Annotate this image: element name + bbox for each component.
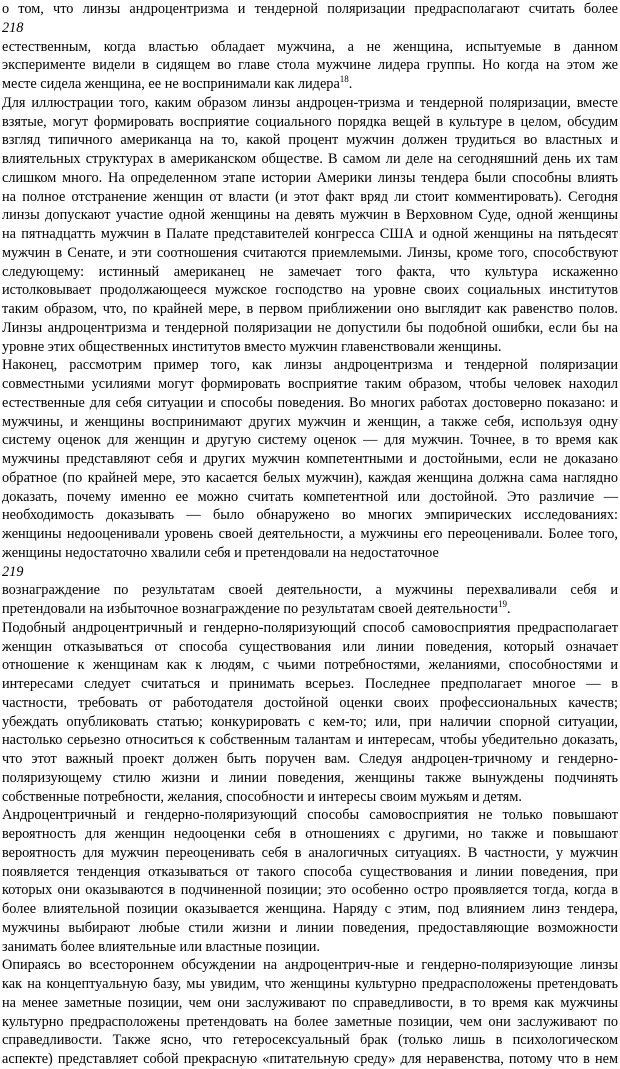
- text-line: [2, 525, 618, 544]
- text-line: [2, 188, 618, 207]
- line-text: как на концептуальную базу, мы увидим, что женщины культурно предрасположены претендовать: [2, 976, 618, 992]
- text-line: [2, 56, 618, 75]
- line-text: убеждать опубликовать статью; конкурировать с кем-то; или, при наличии спорной ситуации,: [2, 713, 618, 730]
- line-text: совместными усилиями могут формировать восприятие таким образом, чтобы человек находил: [2, 376, 618, 392]
- text-line: [2, 863, 618, 882]
- line-text: мужчин в Сенате, и эти соотношения считаются приемлемыми. Линзы, кроме того, способствуют: [2, 244, 618, 261]
- line-text-tail: .: [506, 601, 511, 617]
- line-text-tail: .: [348, 76, 353, 92]
- text-line: [2, 225, 618, 244]
- text-line: [2, 919, 618, 938]
- line-text: претендовали на избыточное вознаграждение по результатам своей деятельности: [2, 601, 498, 617]
- line-text: мужчины выбирают любые стили жизни и линии поведения, предоставляющие возможности: [2, 919, 618, 936]
- line-text: взятые, могут формировать восприятие социального порядка вещей в культуре в целом, обсудим: [2, 113, 618, 130]
- line-text: истолковывает продолжающееся мужское господство на уровне своих социальных институтов: [2, 282, 618, 299]
- line-text: справедливости. Также ясно, что гетеросексуальный брак (только лишь в психологическом: [2, 1032, 618, 1049]
- line-text: Для иллюстрации того, каким образом линзы андроцен-тризма и тендерной поляризации, вместе: [2, 94, 618, 111]
- text-line: [2, 94, 618, 113]
- text-line: [2, 38, 618, 57]
- line-text: следующему: истинный американец не замечает того факта, что культура искаженно: [2, 263, 618, 280]
- line-text: собственные потребности, желания, способности и интересы своим мужьям и детям.: [2, 788, 522, 805]
- line-text: которых они оказываются в подчиненной позиции; это особенно остро проявляется тогда, когда в: [2, 882, 618, 899]
- text-line: [2, 638, 618, 657]
- line-text: занимать более влиятельные или властные позиции.: [2, 938, 320, 955]
- text-line: [2, 356, 618, 375]
- line-text: Опираясь во всестороннем обсуждении на андроцентрич-ные и гендерно-поляризующие линзы: [2, 957, 618, 974]
- line-text: вероятность для мужчин переоценивать себя в аналогичных ситуациях. В частности, у мужчин: [2, 844, 618, 861]
- text-line: [2, 544, 618, 563]
- text-line: [2, 1013, 618, 1032]
- footnote-marker: 19: [497, 599, 507, 610]
- line-text: на полное отстранение женщин от власти (и этот факт вряд ли стоит комментировать). Сегодня: [2, 188, 618, 205]
- line-text: более влиятельной позиции оказывается женщина. Наряду с этим, под влиянием линз тендера,: [2, 901, 618, 917]
- line-text: культурно предрасположены претендовать на более заметные позиции, чем они заслуживают по: [2, 1013, 618, 1030]
- text-line: [2, 956, 618, 975]
- line-text: интересами следует считаться и принимать всерьез. Последнее предполагает многое — в: [2, 676, 618, 692]
- line-text: Линзы андроцентризма и тендерной поляризации не допустили бы подобной ошибки, если бы на: [2, 319, 618, 336]
- text-line: [2, 806, 618, 825]
- line-text: женщины недооценивали уровень своей деятельности, а мужчины его переоценивали. Более того,: [2, 526, 618, 542]
- text-line: [2, 281, 618, 300]
- text-line: [2, 656, 618, 675]
- text-line: [2, 431, 618, 450]
- line-text: месте сидела женщина, ее не воспринимали как лидера: [2, 76, 340, 92]
- text-line: [2, 881, 618, 900]
- text-line: [2, 131, 618, 150]
- line-text: вероятность для женщин недооценки себя в отношениях с другими, но также и повышают: [2, 826, 618, 842]
- text-line: [2, 1050, 618, 1069]
- line-text: слишком много. На определенном этапе истории Америки линзы тендера были способны влиять: [2, 169, 618, 186]
- line-text: мужчины представляют себя и других мужчин компетентными и достойными, если не доказано: [2, 451, 618, 467]
- text-line: [2, 731, 618, 750]
- line-text: частности, требовать от работодателя достойной оценки своих профессиональных качеств;: [2, 694, 618, 711]
- text-line: [2, 900, 618, 919]
- text-line: [2, 338, 618, 357]
- text-line: [2, 113, 618, 132]
- line-text: обратное (по крайней мере, это касается белых мужчин), каждая женщина должна сама наглядно: [2, 469, 618, 486]
- text-line: [2, 581, 618, 600]
- line-text: появляется тенденция отказываться от такого способа существования и линии поведения, при: [2, 863, 618, 880]
- text-line: [2, 75, 618, 94]
- text-line: [2, 600, 618, 619]
- line-text: доказать, почему именно ее можно считать компетентной или достойной. Это различие —: [2, 488, 618, 505]
- line-text: таким образом, что, по крайней мере, в первом приближении оно выглядит как равенство полов.: [2, 301, 618, 317]
- text-line: [2, 0, 618, 19]
- line-text: настолько серьезно относиться к собственным талантам и интересам, чтобы убедительно доказать,: [2, 732, 618, 749]
- line-text: необходимость доказывать — было обнаружено во многих эмпирических исследованиях:: [2, 507, 618, 524]
- text-line: [2, 938, 618, 957]
- page-number: 219: [2, 563, 24, 580]
- text-line: [2, 750, 618, 769]
- line-text: отношение к женщинам как к людям, с чьими потребностями, желаниями, способностями и: [2, 657, 618, 674]
- line-text: на менее заметные позиции, чем они заслуживают по справедливости, в то время как мужчины: [2, 994, 618, 1011]
- line-text: естественные для себя ситуации и способы поведения. Во многих работах достоверно показано: и: [2, 394, 618, 411]
- line-text: эксперименте видели в сидящем во главе стола мужчине лидера группы. Но когда на этом же: [2, 57, 618, 74]
- text-line: [2, 619, 618, 638]
- line-text: вознаграждение по результатам своей деятельности, а мужчины перехваливали себя и: [2, 582, 618, 599]
- text-line: [2, 300, 618, 319]
- line-text: мужчины, и женщины воспринимают других мужчин и женщин, а также себя, используя одну: [2, 413, 618, 430]
- line-text: Подобный андроцентричный и гендерно-поляризующий способ самовосприятия предрасполагает: [2, 619, 618, 636]
- text-line: [2, 994, 618, 1013]
- text-line: [2, 263, 618, 282]
- text-line: [2, 394, 618, 413]
- text-line: [2, 769, 618, 788]
- text-line: [2, 469, 618, 488]
- text-line: [2, 150, 618, 169]
- text-line: [2, 844, 618, 863]
- text-line: [2, 713, 618, 732]
- text-line: [2, 413, 618, 432]
- text-line: [2, 694, 618, 713]
- text-line: [2, 488, 618, 507]
- line-text: Андроцентричный и гендерно-поляризующий способы самовосприятия не только повышают: [2, 807, 618, 824]
- line-text: линзы допускают участие одной женщины на девять мужчин в Верховном Суде, одной женщины: [2, 207, 618, 224]
- text-line: [2, 375, 618, 394]
- text-line: [2, 206, 618, 225]
- line-text: женщины недостаточно хвалили себя и претендовали на недостаточное: [2, 544, 439, 561]
- text-line: [2, 788, 618, 807]
- line-text: уровне этих общественных институтов вместо мужчин главенствовали женщины.: [2, 338, 502, 355]
- text-line: [2, 319, 618, 338]
- line-text: влиятельных структурах в американском обществе. В самом ли деле на сегодняшний день их там: [2, 151, 618, 167]
- line-text: аспекте) представляет собой прекрасную «питательную среду» для неравенства, потому что в нем: [2, 1051, 618, 1067]
- line-text: поляризующему стилю жизни и линии поведения, женщины также вынуждены подчинять: [2, 769, 618, 786]
- text-line: [2, 169, 618, 188]
- line-text: взгляд типичного американца на то, какой процент мужчин должен трудиться во властных и: [2, 132, 618, 149]
- text-line: [2, 825, 618, 844]
- line-text: Наконец, рассмотрим пример того, как линзы андроцентризма и тендерной поляризации: [2, 357, 618, 374]
- text-line: [2, 506, 618, 525]
- text-line: [2, 244, 618, 263]
- text-line: [2, 1031, 618, 1050]
- line-text: систему оценок для женщин и другую систему оценок — для мужчин. Точнее, в то время как: [2, 432, 618, 449]
- line-text: что этот важный проект должен быть поручен вам. Следуя андроцен-тричному и гендерно-: [2, 751, 618, 767]
- text-line: [2, 450, 618, 469]
- line-text: на пятнадцатть мужчин в Палате представителей конгресса США и одной женщины на пятьдесят: [2, 226, 618, 242]
- line-text: о том, что линзы андроцентризма и тендерной поляризации предрасполагают считать более: [2, 1, 618, 17]
- line-text: женщин отказываться от способа существования или линии поведения, который означает: [2, 638, 618, 655]
- line-text: естественным, когда властью обладает мужчина, а не женщина, испытуемые в данном: [2, 38, 618, 55]
- text-line: [2, 975, 618, 994]
- page-number: 218: [2, 19, 24, 36]
- text-line: [2, 675, 618, 694]
- footnote-marker: 18: [339, 74, 349, 85]
